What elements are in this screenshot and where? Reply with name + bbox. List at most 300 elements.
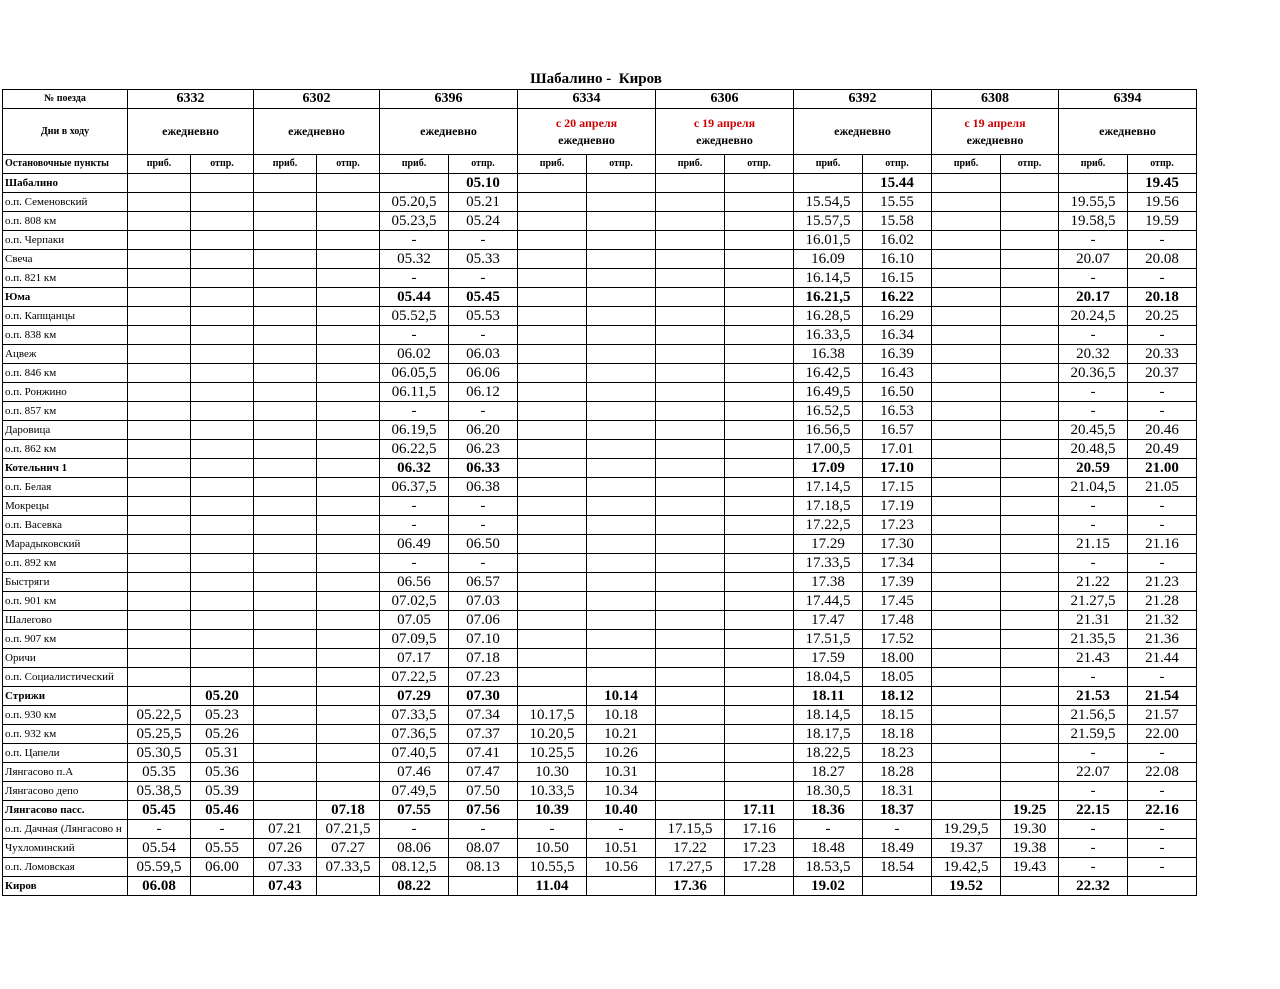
arrival-time bbox=[518, 516, 587, 535]
departure-time: 17.28 bbox=[725, 858, 794, 877]
arrival-time: 17.22 bbox=[656, 839, 725, 858]
station-name: о.п. 932 км bbox=[3, 725, 128, 744]
departure-time: 17.45 bbox=[863, 592, 932, 611]
arrival-time: 06.11,5 bbox=[380, 383, 449, 402]
arrival-time bbox=[254, 364, 317, 383]
departure-time: 05.53 bbox=[449, 307, 518, 326]
station-name: о.п. 808 км bbox=[3, 212, 128, 231]
arrival-time: 21.27,5 bbox=[1059, 592, 1128, 611]
arrival-time bbox=[128, 402, 191, 421]
arrival-time bbox=[656, 649, 725, 668]
station-name: Шабалино bbox=[3, 174, 128, 193]
departure-time: 16.29 bbox=[863, 307, 932, 326]
departure-time: 17.30 bbox=[863, 535, 932, 554]
departure-time bbox=[317, 307, 380, 326]
departure-time: 05.55 bbox=[191, 839, 254, 858]
arrival-time bbox=[932, 231, 1001, 250]
departure-time bbox=[191, 516, 254, 535]
arrival-time bbox=[254, 706, 317, 725]
departure-time: - bbox=[449, 402, 518, 421]
departure-time: - bbox=[191, 820, 254, 839]
arrival-time: 06.19,5 bbox=[380, 421, 449, 440]
departure-time: 10.56 bbox=[587, 858, 656, 877]
departure-header: отпр. bbox=[191, 155, 254, 174]
departure-time: 06.57 bbox=[449, 573, 518, 592]
arrival-time bbox=[128, 231, 191, 250]
departure-time: 20.18 bbox=[1128, 288, 1197, 307]
departure-time bbox=[317, 535, 380, 554]
arrival-time bbox=[518, 611, 587, 630]
departure-time bbox=[725, 421, 794, 440]
arrival-time: 18.11 bbox=[794, 687, 863, 706]
arrival-time: 10.39 bbox=[518, 801, 587, 820]
arrival-time bbox=[254, 269, 317, 288]
arrival-time: - bbox=[380, 497, 449, 516]
arrival-time: 06.37,5 bbox=[380, 478, 449, 497]
train-days bbox=[380, 109, 518, 155]
arrival-time bbox=[656, 630, 725, 649]
arrival-time bbox=[128, 668, 191, 687]
station-row bbox=[3, 478, 1197, 497]
departure-time bbox=[725, 744, 794, 763]
departure-time: 07.23 bbox=[449, 668, 518, 687]
departure-time: 07.41 bbox=[449, 744, 518, 763]
departure-time: 22.08 bbox=[1128, 763, 1197, 782]
departure-time: - bbox=[449, 269, 518, 288]
departure-time bbox=[317, 231, 380, 250]
departure-time: 16.02 bbox=[863, 231, 932, 250]
departure-time bbox=[725, 497, 794, 516]
arrival-time: 21.56,5 bbox=[1059, 706, 1128, 725]
arrival-time: - bbox=[380, 231, 449, 250]
arrival-time bbox=[1059, 174, 1128, 193]
arrival-header: приб. bbox=[656, 155, 725, 174]
station-name: Лянгасово депо bbox=[3, 782, 128, 801]
station-row bbox=[3, 497, 1197, 516]
departure-time bbox=[587, 592, 656, 611]
departure-header: отпр. bbox=[1128, 155, 1197, 174]
arrival-time: 10.55,5 bbox=[518, 858, 587, 877]
departure-time: 16.53 bbox=[863, 402, 932, 421]
departure-header: отпр. bbox=[449, 155, 518, 174]
arrival-time bbox=[656, 706, 725, 725]
arrival-time: - bbox=[1059, 231, 1128, 250]
arrival-time: 07.21 bbox=[254, 820, 317, 839]
departure-time bbox=[1001, 383, 1059, 402]
arrival-time bbox=[254, 231, 317, 250]
arrival-time bbox=[254, 801, 317, 820]
departure-time bbox=[587, 421, 656, 440]
train-days bbox=[794, 109, 932, 155]
departure-time bbox=[725, 364, 794, 383]
departure-time bbox=[587, 630, 656, 649]
departure-time bbox=[191, 421, 254, 440]
departure-time bbox=[725, 725, 794, 744]
days-text: ежедневно bbox=[288, 124, 345, 138]
train-number: 6306 bbox=[656, 90, 794, 109]
arrival-time: 05.54 bbox=[128, 839, 191, 858]
arrival-time bbox=[518, 440, 587, 459]
departure-time: 17.39 bbox=[863, 573, 932, 592]
departure-time: 19.38 bbox=[1001, 839, 1059, 858]
departure-time bbox=[587, 326, 656, 345]
arrival-time bbox=[518, 687, 587, 706]
arrival-time: 07.02,5 bbox=[380, 592, 449, 611]
arrival-time: 07.33 bbox=[254, 858, 317, 877]
arrival-time bbox=[932, 421, 1001, 440]
departure-time: 21.28 bbox=[1128, 592, 1197, 611]
departure-header: отпр. bbox=[863, 155, 932, 174]
arrival-time: 19.58,5 bbox=[1059, 212, 1128, 231]
arrival-time: 07.40,5 bbox=[380, 744, 449, 763]
departure-time bbox=[587, 250, 656, 269]
station-row bbox=[3, 858, 1197, 877]
arrival-time bbox=[518, 383, 587, 402]
departure-time: 21.57 bbox=[1128, 706, 1197, 725]
arrival-time bbox=[128, 459, 191, 478]
station-name: Мокрецы bbox=[3, 497, 128, 516]
arrival-time bbox=[932, 706, 1001, 725]
departure-time: 07.21,5 bbox=[317, 820, 380, 839]
departure-time bbox=[191, 231, 254, 250]
arrival-time bbox=[254, 649, 317, 668]
arrival-time: 22.32 bbox=[1059, 877, 1128, 896]
departure-header: отпр. bbox=[587, 155, 656, 174]
arrival-time bbox=[254, 174, 317, 193]
departure-time bbox=[1001, 497, 1059, 516]
departure-time: 20.49 bbox=[1128, 440, 1197, 459]
arrival-time bbox=[932, 535, 1001, 554]
station-row bbox=[3, 801, 1197, 820]
arrival-time bbox=[656, 193, 725, 212]
departure-time bbox=[725, 231, 794, 250]
arrival-header: приб. bbox=[380, 155, 449, 174]
arrival-time bbox=[518, 250, 587, 269]
departure-time bbox=[725, 193, 794, 212]
arrival-time bbox=[656, 725, 725, 744]
arrival-time bbox=[656, 440, 725, 459]
station-name: Чухломинский bbox=[3, 839, 128, 858]
arrival-header: приб. bbox=[794, 155, 863, 174]
station-row bbox=[3, 364, 1197, 383]
arrival-time: 06.22,5 bbox=[380, 440, 449, 459]
station-name: о.п. 857 км bbox=[3, 402, 128, 421]
departure-time: 07.33,5 bbox=[317, 858, 380, 877]
departure-time bbox=[317, 497, 380, 516]
train-number-label: № поезда bbox=[3, 90, 128, 109]
arrival-time bbox=[932, 801, 1001, 820]
departure-time: - bbox=[1128, 326, 1197, 345]
departure-time bbox=[191, 554, 254, 573]
departure-time bbox=[317, 402, 380, 421]
arrival-time: 16.49,5 bbox=[794, 383, 863, 402]
days-text: ежедневно bbox=[558, 132, 615, 147]
arrival-time bbox=[932, 725, 1001, 744]
arrival-time bbox=[518, 668, 587, 687]
arrival-header: приб. bbox=[128, 155, 191, 174]
departure-time: 17.01 bbox=[863, 440, 932, 459]
arrival-time bbox=[254, 440, 317, 459]
departure-time: 10.40 bbox=[587, 801, 656, 820]
arrival-time bbox=[128, 497, 191, 516]
arrival-time: 16.14,5 bbox=[794, 269, 863, 288]
arrival-time: 16.42,5 bbox=[794, 364, 863, 383]
station-name: о.п. 821 км bbox=[3, 269, 128, 288]
arrival-time bbox=[518, 630, 587, 649]
departure-header: отпр. bbox=[725, 155, 794, 174]
departure-time: 07.03 bbox=[449, 592, 518, 611]
arrival-time: 10.33,5 bbox=[518, 782, 587, 801]
arrival-time bbox=[656, 554, 725, 573]
arrival-time bbox=[932, 307, 1001, 326]
departure-time bbox=[317, 250, 380, 269]
station-name: о.п. Васевка bbox=[3, 516, 128, 535]
arrival-time bbox=[656, 231, 725, 250]
station-row bbox=[3, 744, 1197, 763]
arrival-time bbox=[254, 592, 317, 611]
departure-time: 19.59 bbox=[1128, 212, 1197, 231]
arrival-time: 18.48 bbox=[794, 839, 863, 858]
departure-time: 05.39 bbox=[191, 782, 254, 801]
arrival-time: 16.28,5 bbox=[794, 307, 863, 326]
arrival-time: - bbox=[518, 820, 587, 839]
arrival-time: 17.18,5 bbox=[794, 497, 863, 516]
train-days bbox=[254, 109, 380, 155]
departure-time bbox=[725, 630, 794, 649]
arrival-time bbox=[254, 573, 317, 592]
stops-header-row bbox=[3, 155, 1197, 174]
departure-time bbox=[587, 478, 656, 497]
arrival-time: - bbox=[1059, 497, 1128, 516]
arrival-time bbox=[656, 535, 725, 554]
station-name: о.п. 901 км bbox=[3, 592, 128, 611]
arrival-time: - bbox=[794, 820, 863, 839]
arrival-time: - bbox=[380, 402, 449, 421]
arrival-time bbox=[794, 174, 863, 193]
departure-time: 08.13 bbox=[449, 858, 518, 877]
arrival-time bbox=[932, 611, 1001, 630]
arrival-time: - bbox=[1059, 516, 1128, 535]
departure-time bbox=[725, 535, 794, 554]
departure-time: 10.18 bbox=[587, 706, 656, 725]
train-number: 6308 bbox=[932, 90, 1059, 109]
arrival-time: 17.33,5 bbox=[794, 554, 863, 573]
station-name: о.п. Капщанцы bbox=[3, 307, 128, 326]
departure-time bbox=[317, 326, 380, 345]
arrival-time bbox=[518, 345, 587, 364]
arrival-time: 17.47 bbox=[794, 611, 863, 630]
arrival-time bbox=[656, 364, 725, 383]
departure-time bbox=[191, 649, 254, 668]
departure-time: - bbox=[587, 820, 656, 839]
departure-time bbox=[317, 421, 380, 440]
station-name: о.п. 892 км bbox=[3, 554, 128, 573]
train-number: 6332 bbox=[128, 90, 254, 109]
arrival-time bbox=[518, 478, 587, 497]
departure-time: 05.20 bbox=[191, 687, 254, 706]
arrival-time bbox=[254, 326, 317, 345]
station-name: о.п. Белая bbox=[3, 478, 128, 497]
departure-time bbox=[725, 440, 794, 459]
station-row bbox=[3, 459, 1197, 478]
arrival-time: - bbox=[1059, 858, 1128, 877]
arrival-time: - bbox=[380, 326, 449, 345]
departure-time bbox=[587, 573, 656, 592]
departure-time: 07.06 bbox=[449, 611, 518, 630]
arrival-time: 21.22 bbox=[1059, 573, 1128, 592]
arrival-time bbox=[128, 611, 191, 630]
arrival-time bbox=[128, 174, 191, 193]
departure-time bbox=[725, 250, 794, 269]
departure-time: - bbox=[449, 820, 518, 839]
arrival-time: 20.24,5 bbox=[1059, 307, 1128, 326]
departure-time bbox=[725, 402, 794, 421]
arrival-time: 05.44 bbox=[380, 288, 449, 307]
arrival-time bbox=[656, 744, 725, 763]
departure-time bbox=[449, 877, 518, 896]
departure-time: 06.33 bbox=[449, 459, 518, 478]
arrival-time: 21.53 bbox=[1059, 687, 1128, 706]
station-row bbox=[3, 554, 1197, 573]
departure-time bbox=[1001, 193, 1059, 212]
departure-time bbox=[725, 592, 794, 611]
arrival-time: - bbox=[1059, 383, 1128, 402]
arrival-time: 17.00,5 bbox=[794, 440, 863, 459]
departure-time bbox=[1001, 649, 1059, 668]
arrival-time bbox=[932, 212, 1001, 231]
arrival-time bbox=[128, 307, 191, 326]
arrival-time: 19.29,5 bbox=[932, 820, 1001, 839]
station-row bbox=[3, 402, 1197, 421]
arrival-time bbox=[656, 174, 725, 193]
arrival-time: 05.52,5 bbox=[380, 307, 449, 326]
arrival-header: приб. bbox=[254, 155, 317, 174]
arrival-time bbox=[932, 763, 1001, 782]
departure-time: 17.23 bbox=[863, 516, 932, 535]
arrival-time bbox=[932, 345, 1001, 364]
departure-time: 07.37 bbox=[449, 725, 518, 744]
arrival-time: 20.32 bbox=[1059, 345, 1128, 364]
arrival-time: 16.01,5 bbox=[794, 231, 863, 250]
arrival-time bbox=[254, 668, 317, 687]
train-days bbox=[656, 109, 794, 155]
station-name: о.п. 862 км bbox=[3, 440, 128, 459]
departure-time bbox=[317, 687, 380, 706]
arrival-header: приб. bbox=[1059, 155, 1128, 174]
departure-time bbox=[191, 345, 254, 364]
arrival-time: 21.43 bbox=[1059, 649, 1128, 668]
arrival-time bbox=[932, 649, 1001, 668]
arrival-time bbox=[254, 630, 317, 649]
departure-time bbox=[587, 383, 656, 402]
departure-time bbox=[725, 668, 794, 687]
departure-time: 17.48 bbox=[863, 611, 932, 630]
days-start-note: с 19 апреля bbox=[964, 115, 1026, 130]
station-name: Свеча bbox=[3, 250, 128, 269]
arrival-time bbox=[254, 250, 317, 269]
departure-time bbox=[191, 877, 254, 896]
departure-time: - bbox=[449, 554, 518, 573]
arrival-time: - bbox=[1059, 326, 1128, 345]
arrival-time: 07.09,5 bbox=[380, 630, 449, 649]
station-row bbox=[3, 288, 1197, 307]
departure-time: 07.27 bbox=[317, 839, 380, 858]
departure-header: отпр. bbox=[1001, 155, 1059, 174]
departure-time bbox=[587, 174, 656, 193]
arrival-time bbox=[128, 212, 191, 231]
departure-time: 19.30 bbox=[1001, 820, 1059, 839]
station-name: о.п. 907 км bbox=[3, 630, 128, 649]
arrival-time: 07.26 bbox=[254, 839, 317, 858]
departure-time bbox=[587, 212, 656, 231]
departure-time bbox=[191, 630, 254, 649]
departure-time bbox=[191, 497, 254, 516]
arrival-time bbox=[254, 535, 317, 554]
arrival-time: 10.20,5 bbox=[518, 725, 587, 744]
days-start-note: с 19 апреля bbox=[693, 115, 756, 130]
arrival-time bbox=[656, 212, 725, 231]
departure-time bbox=[191, 440, 254, 459]
departure-time bbox=[191, 307, 254, 326]
arrival-time bbox=[128, 383, 191, 402]
departure-time: 18.00 bbox=[863, 649, 932, 668]
departure-time: - bbox=[1128, 383, 1197, 402]
departure-time bbox=[191, 212, 254, 231]
arrival-time bbox=[128, 630, 191, 649]
arrival-time: 22.07 bbox=[1059, 763, 1128, 782]
arrival-time: - bbox=[380, 554, 449, 573]
departure-time bbox=[317, 763, 380, 782]
departure-time: 21.36 bbox=[1128, 630, 1197, 649]
arrival-time: 18.30,5 bbox=[794, 782, 863, 801]
departure-time bbox=[1001, 516, 1059, 535]
departure-header: отпр. bbox=[317, 155, 380, 174]
arrival-time bbox=[656, 345, 725, 364]
station-row bbox=[3, 611, 1197, 630]
arrival-time bbox=[128, 250, 191, 269]
days-row bbox=[3, 109, 1197, 155]
arrival-time bbox=[932, 402, 1001, 421]
arrival-time bbox=[128, 592, 191, 611]
departure-time bbox=[191, 459, 254, 478]
arrival-time: 17.27,5 bbox=[656, 858, 725, 877]
departure-time: 21.16 bbox=[1128, 535, 1197, 554]
departure-time: 07.47 bbox=[449, 763, 518, 782]
departure-time: 05.33 bbox=[449, 250, 518, 269]
departure-time: 06.00 bbox=[191, 858, 254, 877]
arrival-time: 06.08 bbox=[128, 877, 191, 896]
departure-time: 16.43 bbox=[863, 364, 932, 383]
station-row bbox=[3, 782, 1197, 801]
departure-time: 21.05 bbox=[1128, 478, 1197, 497]
departure-time: 10.51 bbox=[587, 839, 656, 858]
departure-time: 07.56 bbox=[449, 801, 518, 820]
arrival-time bbox=[932, 288, 1001, 307]
departure-time bbox=[587, 440, 656, 459]
arrival-time bbox=[128, 516, 191, 535]
train-number-row bbox=[3, 90, 1197, 109]
arrival-time bbox=[518, 573, 587, 592]
arrival-time: 15.57,5 bbox=[794, 212, 863, 231]
arrival-time: 17.09 bbox=[794, 459, 863, 478]
arrival-time: 21.59,5 bbox=[1059, 725, 1128, 744]
arrival-time bbox=[254, 782, 317, 801]
arrival-time bbox=[932, 269, 1001, 288]
arrival-time bbox=[254, 611, 317, 630]
arrival-time bbox=[128, 288, 191, 307]
arrival-time bbox=[656, 250, 725, 269]
departure-time: 08.07 bbox=[449, 839, 518, 858]
